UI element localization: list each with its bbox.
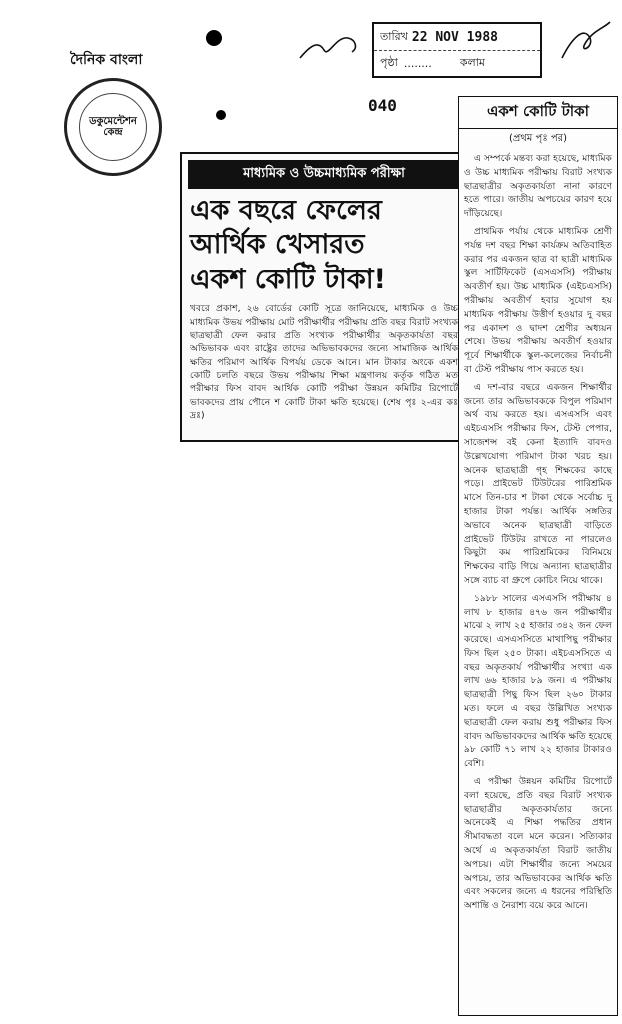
page-label: পৃষ্ঠা xyxy=(380,56,398,69)
punch-hole-top xyxy=(206,30,222,46)
signature-mark-1 xyxy=(296,28,366,68)
news-clipping-continuation xyxy=(458,96,618,1016)
column-label: কলাম xyxy=(459,56,486,69)
date-label: তারিখ xyxy=(380,29,408,43)
punch-hole-left xyxy=(216,110,226,120)
paragraph: ১৯৮৮ সালের এসএসসি পরীক্ষায় ৪ লাখ ৮ হাজার ৪৭৬ জন পরীক্ষার্থীর মাঝে ২ লাখ ২৫ হাজার ৩৪২ জন ফেল করেছে। এসএসসিতে মাথাপিছু পরীক্ষার ফিস ছিল ২৫০ টাকা। এইচএসসিতে এ বছর অকৃতকার্য পরীক্ষার্থীর সংখ্যা এক লাখ ৬৬ হাজার ৮৯ জন। এ পরীক্ষায় ছাত্রছাত্রী পিছু ফিস ছিল ২৬০ টাকার মত। ফলে এ বছর উল্লিখিত সংখ্যক ছাত্রছাত্রী ফেল করায় শুধু পরীক্ষার ফিস বাবদ অভিভাবকদের আর্থিক ক্ষতি হয়েছে ৯৮ কোটি ৭১ লাখ ২২ হাজার টাকারও বেশি। xyxy=(464,592,612,770)
paragraph: এ পরীক্ষা উন্নয়ন কমিটির রিপোর্টে বলা হয়েছে, প্রতি বছর বিরাট সংখ্যক ছাত্রছাত্রীর অকৃতকার্যতার জন্যে অনেকেই এ শিক্ষা পদ্ধতির প্রধান সীমাবদ্ধতা বলে মনে করেন। সত্যিকার অর্থে এ অকৃতকার্যতা বিরাট জাতীয় অপচয়। এটা শিক্ষার্থীর জন্যে সময়ের অপচয়, তার অভিভাবকের আর্থিক ক্ষতি এবং সকলের জন্যে এ ধরনের পরিস্থিতি অশান্তি ও নৈরাশ্য বয়ে করে আনে। xyxy=(464,776,612,912)
continuation-title: একশ কোটি টাকা xyxy=(459,97,617,129)
date-value: 22 NOV 1988 xyxy=(411,29,498,45)
headline-line-2: আর্থিক খেসারত xyxy=(190,229,365,261)
paragraph: প্রাথমিক পর্যায় থেকে মাধ্যমিক শ্রেণী পর্যন্ত দশ বছর শিক্ষা কার্যক্রম অতিবাহিত করার পর একজন ছাত্র বা ছাত্রী মাধ্যমিক স্কুল সার্টিফিকেট (এসএসসি) পরীক্ষায় অবতীর্ণ হয়। উচ্চ মাধ্যমিক (এইচএসসি) পরীক্ষায় অবতীর্ণ হবার সুযোগ হয় মাধ্যমিক পরীক্ষায় উত্তীর্ণ হওয়ার দু বছর পর একাদশ ও দ্বাদশ শ্রেণীর অধ্যয়ন শেষে। উভয় পরীক্ষায় অবতীর্ণ হওয়ার পূর্বে শিক্ষার্থীকে স্কুল-কলেজের নির্বাচনী বা টেস্ট পরীক্ষায় পাস করতে হয়। xyxy=(464,225,612,375)
continuation-body xyxy=(459,150,617,919)
date-stamp-box: তারিখ 22 NOV 1988 পৃষ্ঠা ........ কলাম xyxy=(372,22,542,78)
paragraph: এ সম্পর্কে মন্তব্য করা হয়েছে, মাধ্যমিক ও উচ্চ মাধ্যমিক পরীক্ষায় বিরাট সংখ্যক ছাত্রছাত্রীর অকৃতকার্যতা নানা কারণে হতে পারে। জাতীয় অপচয়ের কারণ হয়ে দাঁড়িয়েছে। xyxy=(464,153,612,220)
newspaper-name: দৈনিক বাংলা xyxy=(70,52,143,68)
paragraph: এ দশ-বার বছরে একজন শিক্ষার্থীর জন্যে তার অভিভাবককে বিপুল পরিমাণ অর্থ ব্যয় করতে হয়। এসএসসি এবং এইচএসসি পরীক্ষার ফিস, টেস্ট পেপার, সাজেশন্স বই কেনা ইত্যাদি বাবদও উল্লেখযোগ্য পরিমাণ টাকা খরচ হয়। অনেক ছাত্রছাত্রী গৃহ শিক্ষকের কাছে পড়ে। প্রাইভেট টিউটরের পারিশ্রমিক মাসে তিন-চার শ টাকা থেকে সর্বোচ্চ দু হাজার টাকা পর্যন্ত। আর্থিক সঙ্গতির অভাবে অনেক ছাত্রছাত্রী বাড়িতে প্রাইভেট টিউটর রাখতে না পারলেও কিছুটা কম পারিশ্রমিকের বিনিময়ে শিক্ষকের বাড়ি গিয়ে অন্যান্য ছাত্রছাত্রীর সঙ্গে ব্যাচ বা গ্রুপে কোচিং নিয়ে থাকে। xyxy=(464,381,612,586)
seal-line-2: ডকুমেন্টেশন xyxy=(89,115,137,127)
archive-seal xyxy=(64,78,162,176)
clipping-kicker: মাধ্যমিক ও উচ্চমাধ্যমিক পরীক্ষা xyxy=(188,160,460,189)
continuation-note: (প্রথম পৃঃ পর) xyxy=(508,133,568,144)
signature-mark-2 xyxy=(556,18,616,68)
seal-line-3: কেন্দ্র xyxy=(103,127,123,138)
news-clipping-main xyxy=(180,152,468,442)
headline-line-1: এক বছরে ফেলের xyxy=(190,195,382,226)
headline-line-3: একশ কোটি টাকা! xyxy=(190,263,386,295)
page-number: 040 xyxy=(368,96,397,115)
clipping-body: খবরে প্রকাশ, ২৬ বোর্ডের কোটি সূত্রে জানিয়েছে, মাধ্যমিক ও উচ্চ মাধ্যমিক উভয় পরীক্ষায় মোট পরীক্ষার্থীর পরীক্ষায় প্রতি বছর বিরাট সংখ্যক ছাত্রছাত্রী ফেল করার প্রতি সংখ্যক পরীক্ষার্থীর অকৃতকার্যতা বছর অভিভাবক এবং রাষ্ট্রের তাদের অভিভাবকদের জন্যে সামাজিক আর্থিক ক্ষতির পরিমাণ আর্থিক বিপর্যয় ডেকে আনে। মান টাকার অংকে একশ কোটি চলতি বছরে উভয় পরীক্ষায় শিক্ষা মন্ত্রণালয় কর্তৃক গঠিত মত পরীক্ষার ফিস বাবদ আর্থিক কোটি পরীক্ষা উন্নয়ন কমিটির রিপোর্টে ভাবকদের প্রায় পৌনে শ কোটি টাকা ক্ষতি হয়েছে। (শেষ পৃঃ ২-এর কঃ দ্রঃ) xyxy=(190,303,458,421)
